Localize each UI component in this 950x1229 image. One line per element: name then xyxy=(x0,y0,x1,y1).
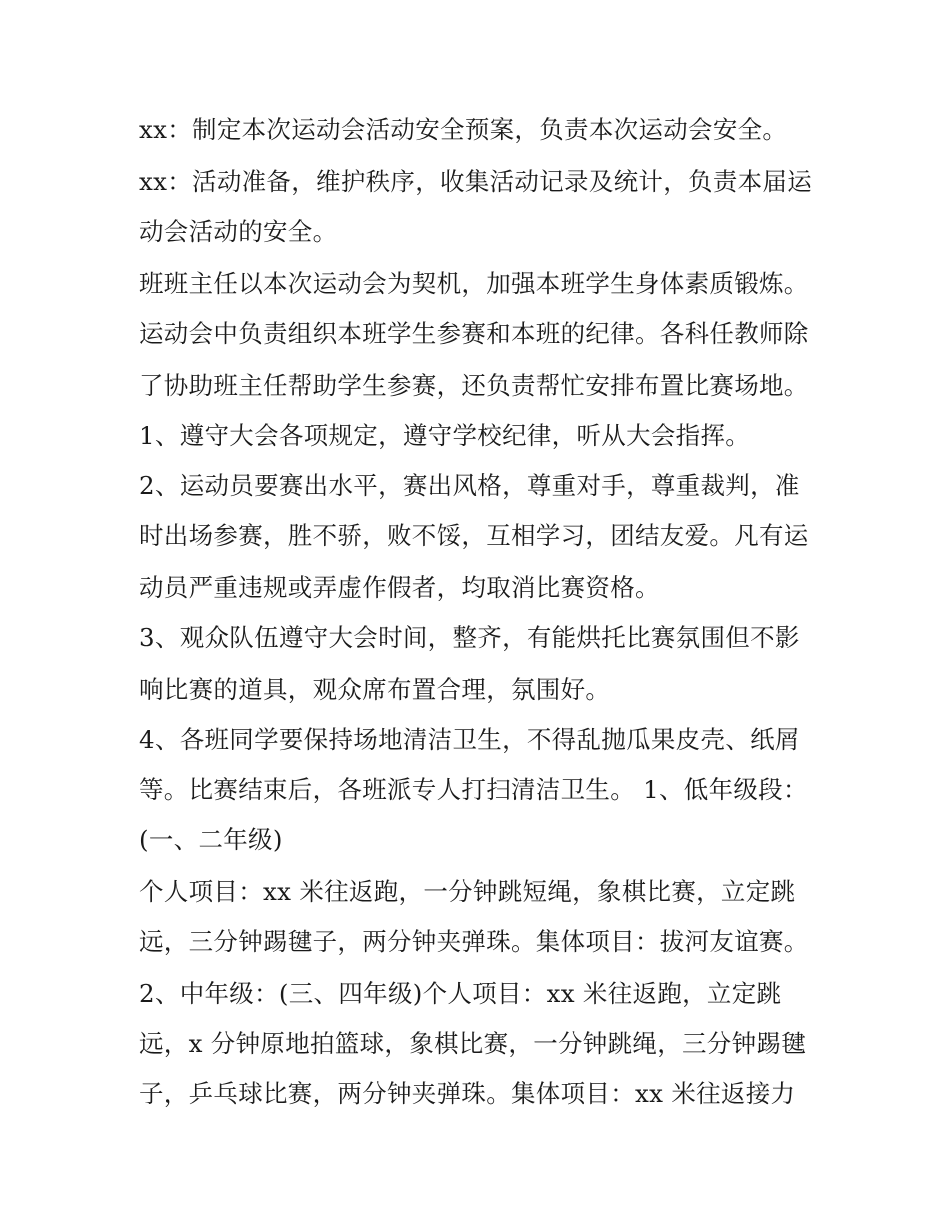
text-line-9: 时出场参赛，胜不骄，败不馁，互相学习，团结友爱。凡有运 xyxy=(139,521,809,550)
text-line-19: 远，x 分钟原地拍篮球，象棋比赛，一分钟跳绳，三分钟踢毽 xyxy=(139,1029,807,1058)
text-line-11: 3、观众队伍遵守大会时间，整齐，有能烘托比赛氛围但不影 xyxy=(139,623,800,652)
text-line-12: 响比赛的道具，观众席布置合理，氛围好。 xyxy=(139,675,611,704)
text-line-5: 运动会中负责组织本班学生参赛和本班的纪律。各科任教师除 xyxy=(139,319,809,348)
text-line-13: 4、各班同学要保持场地清洁卫生，不得乱抛瓜果皮壳、纸屑 xyxy=(139,725,800,754)
text-line-1: xx：制定本次运动会活动安全预案，负责本次运动会安全。 xyxy=(139,115,788,144)
text-line-7: 1、遵守大会各项规定，遵守学校纪律，听从大会指挥。 xyxy=(139,421,751,450)
text-line-3: 动会活动的安全。 xyxy=(139,217,338,246)
text-line-8: 2、运动员要赛出水平，赛出风格，尊重对手，尊重裁判，准 xyxy=(139,471,800,500)
text-line-20: 子，乒乓球比赛，两分钟夹弹珠。集体项目：xx 米往返接力 xyxy=(139,1079,796,1108)
text-line-4: 班班主任以本次运动会为契机，加强本班学生身体素质锻炼。 xyxy=(139,269,809,298)
text-line-15: (一、二年级) xyxy=(139,825,283,854)
text-line-16: 个人项目：xx 米往返跑，一分钟跳短绳，象棋比赛，立定跳 xyxy=(139,877,796,906)
text-line-2: xx：活动准备，维护秩序，收集活动记录及统计，负责本届运 xyxy=(139,167,813,196)
text-line-6: 了协助班主任帮助学生参赛，还负责帮忙安排布置比赛场地。 xyxy=(139,371,809,400)
text-line-17: 远，三分钟踢毽子，两分钟夹弹珠。集体项目：拔河友谊赛。 xyxy=(139,927,809,956)
text-line-10: 动员严重违规或弄虚作假者，均取消比赛资格。 xyxy=(139,573,660,602)
text-line-14: 等。比赛结束后，各班派专人打扫清洁卫生。 1、低年级段： xyxy=(139,775,808,804)
text-line-18: 2、中年级：(三、四年级)个人项目：xx 米往返跑，立定跳 xyxy=(139,979,782,1008)
